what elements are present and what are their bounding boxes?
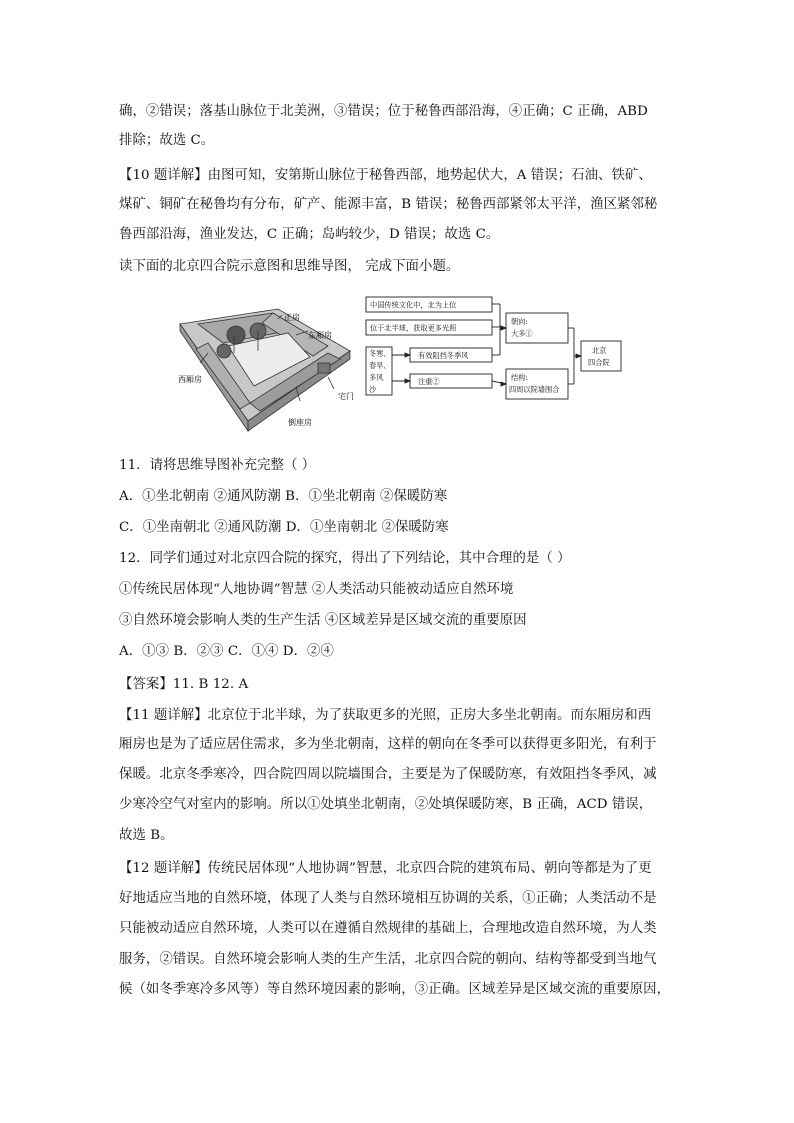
mm-text-structure-1: 结构: xyxy=(511,373,528,382)
mm-text-result-2: 四合院 xyxy=(588,358,610,367)
text-line: A．①坐北朝南 ②通风防潮 B．①坐北朝南 ②保暖防寒 xyxy=(119,489,448,504)
text-line: 候（如冬季寒冷多风等）等自然环境因素的影响，③正确。区域差异是区域交流的重要原因， xyxy=(119,982,671,997)
text-line: 服务，②错误。自然环境会影响人类的生产生活，北京四合院的朝向、结构等都受到当地气 xyxy=(119,952,657,967)
label-xixiangfang: 西厢房 xyxy=(178,375,202,384)
siheyuan-figure xyxy=(178,291,624,441)
text-line: A．①③ B．②③ C．①④ D．②④ xyxy=(119,644,334,659)
mm-text-climate-2: 春旱、 xyxy=(369,361,391,370)
label-zhaimen: 宅门 xyxy=(338,392,354,401)
text-line: 故选 B。 xyxy=(119,828,174,843)
text-line: 确，②错误；落基山脉位于北美洲，③错误；位于秘鲁西部沿海，④正确；C 正确，ABD xyxy=(119,104,648,119)
label-daozuofang: 倒座房 xyxy=(288,418,312,427)
text-line: 少寒冷空气对室内的影响。所以①处填坐北朝南，②处填保暖防寒，B 正确，ACD 错误， xyxy=(119,797,653,812)
mm-text-orientation-2: 大多① xyxy=(511,329,533,338)
mm-text-attention: 注重② xyxy=(418,377,440,386)
mind-map xyxy=(366,297,621,399)
mm-text-wind: 有效阻挡冬季风 xyxy=(418,351,469,360)
text-line: C．①坐南朝北 ②通风防潮 D．①坐南朝北 ②保暖防寒 xyxy=(119,520,449,535)
text-line: 煤矿、铜矿在秘鲁均有分布，矿产、能源丰富，B 错误；秘鲁西部紧邻太平洋，渔区紧邻秘 xyxy=(119,197,658,212)
text-line: 读下面的北京四合院示意图和思维导图， 完成下面小题。 xyxy=(119,259,460,274)
text-line: ③自然环境会影响人类的生产生活 ④区域差异是区域交流的重要原因 xyxy=(119,613,527,628)
siheyuan-illustration xyxy=(180,309,350,431)
text-line: 鲁西部沿海，渔业发达，C 正确；岛屿较少，D 错误；故选 C。 xyxy=(119,227,500,242)
text-line: 好地适应当地的自然环境，体现了人类与自然环境相互协调的关系，①正确；人类活动不是 xyxy=(119,891,657,906)
text-line: ①传统民居体现“人地协调”智慧 ②人类活动只能被动适应自然环境 xyxy=(119,582,514,597)
mm-text-climate-4: 沙 xyxy=(369,385,377,394)
label-zhengfang: 正房 xyxy=(284,313,300,322)
text-line: 排除；故选 C。 xyxy=(119,133,215,148)
mm-text-result-1: 北京 xyxy=(592,346,607,355)
text-line: 11．请将思维导图补充完整（ ） xyxy=(119,458,316,473)
mm-text-climate-1: 冬寒、 xyxy=(369,349,391,358)
text-line: 【10 题详解】由图可知，安第斯山脉位于秘鲁西部，地势起伏大，A 错误；石油、铁矿、 xyxy=(119,168,652,183)
mm-text-north: 位于北半球，获取更多光照 xyxy=(370,323,457,333)
text-line: 【11 题详解】北京位于北半球，为了获取更多的光照，正房大多坐北朝南。而东厢房和西 xyxy=(119,708,652,723)
mm-text-structure-2: 四周以院墙围合 xyxy=(509,385,560,394)
figure-svg xyxy=(178,291,624,441)
text-line: 【答案】11. B 12. A xyxy=(119,677,249,692)
text-line: 【12 题详解】传统民居体现“人地协调”智慧，北京四合院的建筑布局、朝向等都是为了更 xyxy=(119,861,652,876)
text-line: 保暖。北京冬季寒冷，四合院四周以院墙围合，主要是为了保暖防寒，有效阻挡冬季风，减 xyxy=(119,767,657,782)
text-line: 12．同学们通过对北京四合院的探究，得出了下列结论，其中合理的是（ ） xyxy=(119,551,571,566)
text-line: 只能被动适应自然环境，人类可以在遵循自然规律的基础上，合理地改造自然环境，为人类 xyxy=(119,921,657,936)
mm-text-orientation-1: 朝向: xyxy=(511,317,528,326)
label-dongxiangfang: 东厢房 xyxy=(308,331,332,340)
mm-text-climate-3: 多风 xyxy=(369,373,384,382)
text-line: 厢房也是为了适应居住需求，多为坐北朝南，这样的朝向在冬季可以获得更多阳光，有利于 xyxy=(119,737,657,752)
mm-text-culture: 中国传统文化中，北为上位 xyxy=(370,300,457,310)
